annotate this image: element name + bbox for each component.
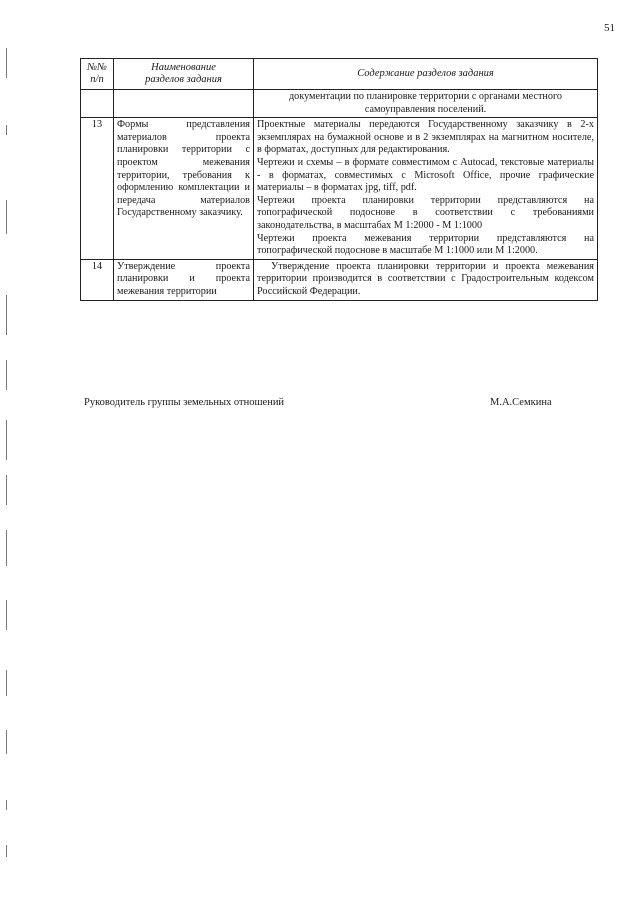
- section-name: Утверждение проекта планировки и проекта межевания территории: [114, 259, 254, 300]
- content-paragraph: Утверждение проекта планировки территории и проекта межевания территории производится в соответствии с Градостроительным кодексом Российской Федерации.: [257, 260, 594, 297]
- table-row-continuation: [81, 90, 598, 118]
- header-num: №№ п/п: [81, 59, 114, 90]
- section-name: Формы представления материалов проекта планировки территории с проектом межевания территории, требования к оформлению комплектации и передача материалов Государственному заказчику.: [114, 118, 254, 260]
- content-paragraph: Проектные материалы передаются Государственному заказчику в 2-х экземплярах на бумажной основе и в 2 экземплярах на магнитном носителе, в форматах, доступных для редактирования.: [257, 119, 594, 156]
- binding-hole-marks: [6, 30, 12, 870]
- task-sections-table: [80, 58, 598, 301]
- continuation-text: документации по планировке территории с органами местного самоуправления поселений.: [289, 91, 562, 115]
- header-name: Наименование разделов задания: [114, 59, 254, 90]
- table-row: [81, 259, 598, 300]
- page-number: 51: [604, 22, 615, 34]
- section-content: [254, 259, 598, 300]
- header-content: Содержание разделов задания: [254, 59, 598, 90]
- cell-name: [114, 90, 254, 118]
- signatory-name: М.А.Семкина: [490, 397, 552, 408]
- content-paragraph: Чертежи проекта планировки территории представляются на топографической подоснове в соответствии с требованиями законодательства, в масштабах М 1:2000 - М 1:1000: [257, 194, 594, 231]
- signatory-position: Руководитель группы земельных отношений: [84, 397, 285, 408]
- row-number: 13: [81, 118, 114, 260]
- table-header-row: [81, 59, 598, 90]
- row-number: 14: [81, 259, 114, 300]
- cell-content: [254, 90, 598, 118]
- cell-num: [81, 90, 114, 118]
- section-content: [254, 118, 598, 260]
- table-row: [81, 118, 598, 260]
- content-paragraph: Чертежи и схемы – в формате совместимом с Autocad, текстовые материалы - в форматах, совместимых с Microsoft Office, прочие графические материалы – в форматах jpg, tiff, pdf.: [257, 156, 594, 194]
- content-paragraph: Чертежи проекта межевания территории представляются на топографической подоснове в масштабе М 1:1000 или М 1:2000.: [257, 232, 594, 257]
